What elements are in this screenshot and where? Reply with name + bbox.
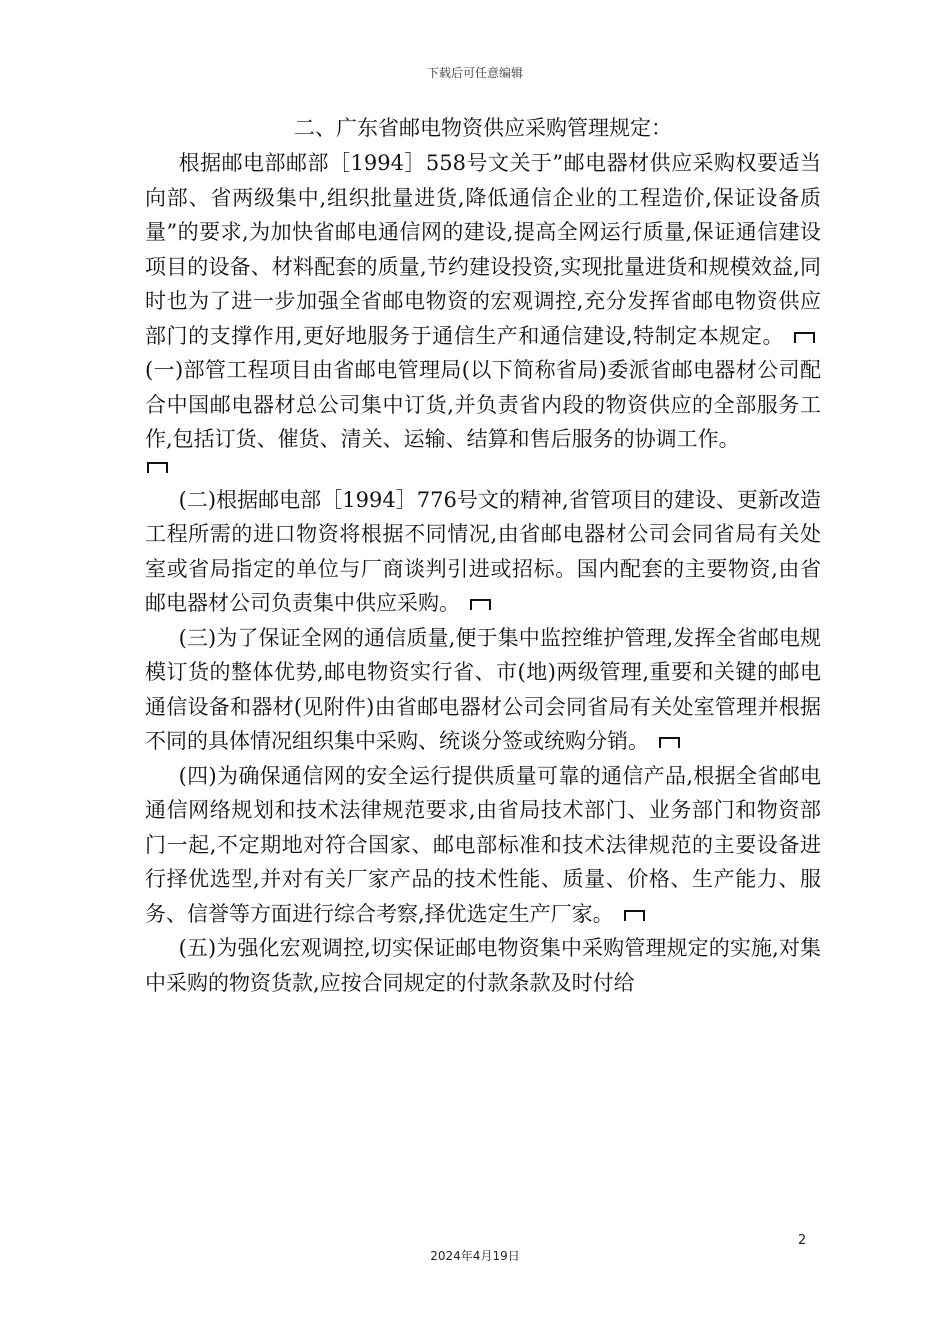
paragraph-item2-text: (二)根据邮电部［1994］776号文的精神,省管项目的建设、更新改造工程所需的进口物资将根据不同情况,由省邮电器材公司会同省局有关处室或省局指定的单位与厂商谈判引进或招标。国内配套的主要物资,由省邮电器材公司负责集中供应采购。 [145,487,821,615]
paragraph-mark-icon [470,599,491,610]
paragraph-mark-icon [147,462,168,473]
paragraph-item3 [145,621,821,759]
paragraph-item4 [145,759,821,932]
paragraph-item2 [145,483,821,621]
page-number: 2 [798,1233,807,1248]
paragraph-intro [145,146,821,457]
paragraph-item1-text: (一)部管工程项目由省邮电管理局(以下简称省局)委派省邮电器材公司配合中国邮电器材总公司集中订货,并负责省内段的物资供应的全部服务工作,包括订货、催货、清关、运输、结算和售后服务的协调工作。 [145,358,821,451]
paragraph-mark-icon [794,332,815,343]
paragraph-mark-icon [659,737,680,748]
paragraph-item5 [145,931,821,1000]
paragraph-intro-text: 根据邮电部邮部［1994］558号文关于”邮电器材供应采购权要适当向部、省两级集中,组织批量进货,降低通信企业的工程造价,保证设备质量”的要求,为加快省邮电通信网的建设,提高全网运行质量,保证通信建设项目的设备、材料配套的质量,节约建设投资,实现批量进货和规模效益,同时也为了进一步加强全省邮电物资的宏观调控,充分发挥省邮电物资供应部门的支撑作用,更好地服务于通信生产和通信建设,特制定本规定。 [145,151,821,348]
page-header: 下载后可任意编辑 [426,66,523,80]
paragraph-item4-text: (四)为确保通信网的安全运行提供质量可靠的通信产品,根据全省邮电通信网络规划和技术法律规范要求,由省局技术部门、业务部门和物资部门一起,不定期地对符合国家、邮电部标准和技术法律规范的主要设备进行择优选型,并对有关厂家产品的技术性能、质量、价格、生产能力、服务、信誉等方面进行综合考察,择优选定生产厂家。 [145,763,821,926]
paragraph-mark-icon [624,910,645,921]
section-title: 二、广东省邮电物资供应采购管理规定： [294,116,672,140]
page-footer-date: 2024年4月19日 [430,1249,520,1263]
paragraph-item5-text: (五)为强化宏观调控,切实保证邮电物资集中采购管理规定的实施,对集中采购的物资货款,应按合同规定的付款条款及时付给 [145,936,821,995]
empty-line [145,457,821,483]
paragraph-item3-text: (三)为了保证全网的通信质量,便于集中监控维护管理,发挥全省邮电规模订货的整体优势,邮电物资实行省、市(地)两级管理,重要和关键的邮电通信设备和器材(见附件)由省邮电器材公司会同省局有关处室管理并根据不同的具体情况组织集中采购、统谈分签或统购分销。 [145,625,821,753]
document-body [145,110,821,1000]
